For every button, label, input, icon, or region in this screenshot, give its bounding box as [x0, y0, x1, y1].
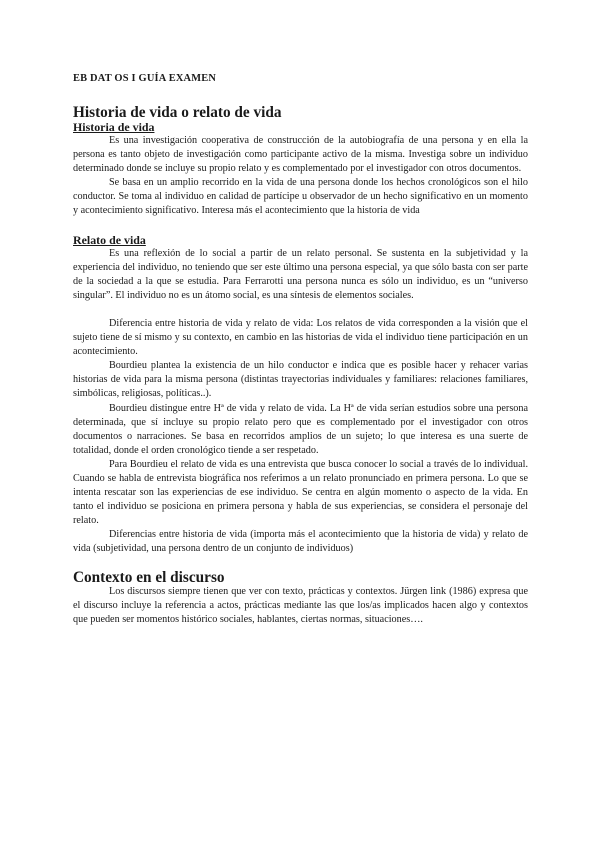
paragraph-contexto-1: Los discursos siempre tienen que ver con texto, prácticas y contextos. Jürgen link (1986) expresa que el discurso incluye la referencia a actos, prácticas mediante las que los/as implicados hacen algo y contextos que pueden ser momentos histórico sociales, hablantes, ciertas normas, situaciones….	[73, 585, 528, 625]
document-title: EB DAT OS I GUÍA EXAMEN	[73, 73, 217, 84]
subsection-title-historia-de-vida: Historia de vida	[73, 120, 155, 134]
paragraph-bourdieu-2: Bourdieu distingue entre Hª de vida y relato de vida. La Hª de vida serían estudios sobre una persona determinada, que sí incluye su propio relato pero que es complementado por el investigador con otros documentos o narraciones. Se basa en recorridos amplios de un sujeto; lo que interesa es una suerte de totalidad, donde el orden cronológico tiende a ser respetado.	[73, 402, 528, 456]
paragraph-bourdieu-1: Bourdieu plantea la existencia de un hilo conductor e indica que es posible hacer y rehacer varias historias de vida para la misma persona (distintas trayectorias individuales y familiares: relaciones familiares, simbólicas, religiosas, políticas..).	[73, 360, 528, 400]
paragraph-bourdieu-3: Para Bourdieu el relato de vida es una entrevista que busca conocer lo social a través de lo individual. Cuando se habla de entrevista biográfica nos referimos a un relato pronunciado en primera persona. Lo que se intenta rescatar son las experiencias de ese individuo. Se centra en algún momento o aspecto de la vida. En tanto el individuo se posiciona en primera persona y habla de sus experiencias, se considera el personaje del relato.	[73, 458, 528, 527]
paragraph-relato-1: Es una reflexión de lo social a partir de un relato personal. Se sustenta en la subjetividad y la experiencia del individuo, no teniendo que ser este último una persona especial, ya que sólo basta con ser parte de la sociedad a la que se estudia. Para Ferrarotti una persona nunca es sólo un individuo, es un “universo singular”. El individuo no es un átomo social, es una síntesis de elementos sociales.	[73, 247, 528, 301]
paragraph-diferencias: Diferencias entre historia de vida (importa más el acontecimiento que la historia de vida) y relato de vida (subjetividad, una persona dentro de un conjunto de individuos)	[73, 529, 528, 555]
paragraph-historia-1: Es una investigación cooperativa de construcción de la autobiografía de una persona y en ella la persona es tanto objeto de investigación como participante activo de la misma. Investiga sobre un individuo determinado donde se incluye su propio relato y es complementado por el investigador con otros documentos.	[73, 135, 528, 175]
section-title-historia: Historia de vida o relato de vida	[73, 104, 282, 121]
document-body	[73, 72, 528, 627]
subsection-title-relato-de-vida: Relato de vida	[73, 232, 146, 247]
paragraph-diferencia: Diferencia entre historia de vida y relato de vida: Los relatos de vida corresponden a la visión que el sujeto tiene de sí mismo y su contexto, en cambio en las historias de vida el individuo tiene participación en un acontecimiento.	[73, 317, 528, 358]
section-title-contexto: Contexto en el discurso	[73, 568, 225, 586]
paragraph-historia-2: Se basa en un amplio recorrido en la vida de una persona donde los hechos cronológicos son el hilo conductor. Se toma al individuo en calidad de partícipe u observador de un hecho significativo en un momento y acontecimiento significativo. Interesa más el acontecimiento que la historia de vida	[73, 177, 528, 217]
